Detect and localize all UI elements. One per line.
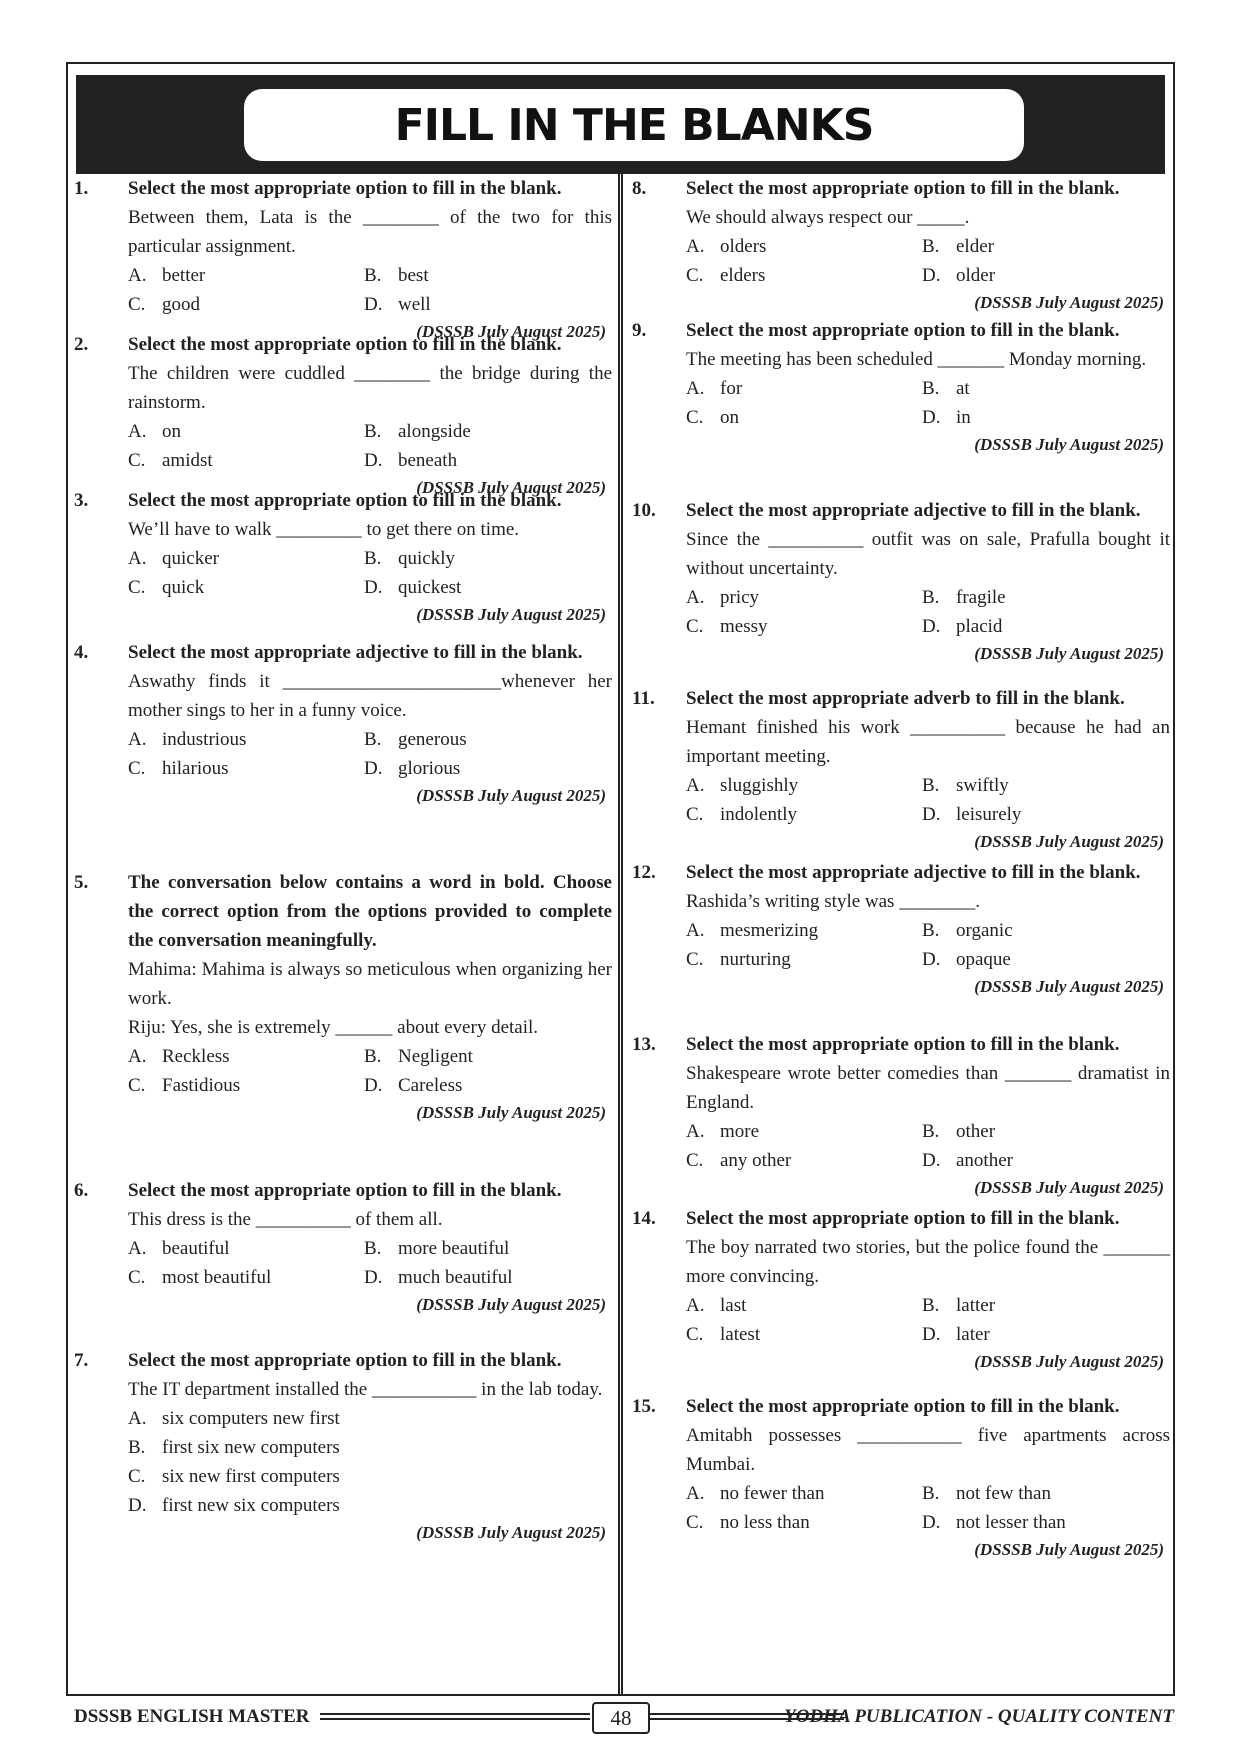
- page-title: FILL IN THE BLANKS: [394, 99, 874, 151]
- question-source: (DSSSB July August 2025): [974, 1178, 1164, 1197]
- question-number: 10.: [632, 500, 656, 521]
- question-source: (DSSSB July August 2025): [416, 1295, 606, 1314]
- option-b: B. latter: [922, 1295, 996, 1316]
- option-d: D. leisurely: [922, 804, 1022, 825]
- option-c: C. Fastidious: [128, 1075, 241, 1096]
- question-number: 2.: [74, 334, 89, 355]
- option-a: A. beautiful: [128, 1238, 230, 1259]
- option-a: A. more: [686, 1121, 760, 1142]
- question-source: (DSSSB July August 2025): [974, 977, 1164, 996]
- option-b: B. organic: [922, 920, 1013, 941]
- option-c: C. indolently: [686, 804, 798, 825]
- option-b: B. Negligent: [364, 1046, 473, 1067]
- option-d: D. another: [922, 1150, 1013, 1171]
- footer-book-title: DSSSB ENGLISH MASTER: [74, 1706, 310, 1727]
- question-number: 9.: [632, 320, 647, 341]
- question-text: Hemant finished his work __________ because he had an important meeting.: [686, 717, 1170, 767]
- footer-rule-left: [320, 1713, 590, 1720]
- question-stem: Select the most appropriate option to fill in the blank.: [128, 178, 562, 199]
- question-15: [630, 1392, 1170, 1563]
- option-a: A. better: [128, 265, 206, 286]
- question-5: [72, 868, 612, 1126]
- option-d: D. well: [364, 294, 431, 315]
- page-number: 48: [592, 1702, 650, 1734]
- question-text: Mahima: Mahima is always so meticulous when organizing her work.: [128, 959, 612, 1009]
- question-text: Amitabh possesses ___________ five apartments across Mumbai.: [686, 1425, 1170, 1475]
- option-c: C. six new first computers: [128, 1466, 340, 1487]
- question-text: Rashida’s writing style was ________.: [686, 891, 980, 912]
- question-text: We should always respect our _____.: [686, 207, 970, 228]
- question-number: 13.: [632, 1034, 656, 1055]
- option-b: B. more beautiful: [364, 1238, 510, 1259]
- option-b: B. generous: [364, 729, 467, 750]
- option-b: B. quickly: [364, 548, 455, 569]
- question-12: [630, 858, 1170, 1000]
- question-text-2: Riju: Yes, she is extremely ______ about every detail.: [128, 1017, 539, 1038]
- option-b: B. elder: [922, 236, 994, 257]
- question-source: (DSSSB July August 2025): [974, 832, 1164, 851]
- question-number: 5.: [74, 872, 89, 893]
- question-stem: Select the most appropriate option to fill in the blank.: [686, 1034, 1120, 1055]
- option-d: D. Careless: [364, 1075, 463, 1096]
- question-number: 12.: [632, 862, 656, 883]
- title-box: [244, 89, 1024, 161]
- page-footer: [74, 1698, 1174, 1736]
- question-7: [72, 1346, 612, 1546]
- question-source: (DSSSB July August 2025): [974, 1540, 1164, 1559]
- question-source: (DSSSB July August 2025): [974, 293, 1164, 312]
- option-a: A. pricy: [686, 587, 760, 608]
- question-stem: Select the most appropriate option to fill in the blank.: [686, 320, 1120, 341]
- question-text: This dress is the __________ of them all.: [128, 1209, 443, 1230]
- question-text: Between them, Lata is the ________ of the two for this particular assignment.: [128, 207, 612, 257]
- option-a: A. industrious: [128, 729, 247, 750]
- option-b: B. fragile: [922, 587, 1006, 608]
- question-number: 1.: [74, 178, 89, 199]
- footer-publisher: YODHA PUBLICATION - QUALITY CONTENT: [784, 1706, 1174, 1727]
- question-number: 14.: [632, 1208, 656, 1229]
- option-d: D. placid: [922, 616, 1003, 637]
- question-3: [72, 486, 612, 628]
- option-b: B. alongside: [364, 421, 471, 442]
- question-number: 8.: [632, 178, 647, 199]
- question-stem: Select the most appropriate option to fill in the blank.: [128, 334, 562, 355]
- question-number: 6.: [74, 1180, 89, 1201]
- question-number: 11.: [632, 688, 655, 709]
- option-d: D. in: [922, 407, 971, 428]
- question-stem: Select the most appropriate option to fill in the blank.: [128, 1180, 562, 1201]
- question-stem: Select the most appropriate adjective to fill in the blank.: [686, 500, 1141, 521]
- question-source: (DSSSB July August 2025): [416, 786, 606, 805]
- question-stem: Select the most appropriate option to fill in the blank.: [686, 1208, 1120, 1229]
- question-number: 15.: [632, 1396, 656, 1417]
- option-c: C. elders: [686, 265, 766, 286]
- option-c: C. latest: [686, 1324, 761, 1345]
- option-b: B. not few than: [922, 1483, 1051, 1504]
- option-b: B. swiftly: [922, 775, 1009, 796]
- option-a: A. sluggishly: [686, 775, 799, 796]
- question-1: [72, 174, 612, 345]
- option-c: C. good: [128, 294, 200, 315]
- option-d: D. glorious: [364, 758, 461, 779]
- option-d: D. beneath: [364, 450, 458, 471]
- question-number: 4.: [74, 642, 89, 663]
- question-text: The IT department installed the ___________ in the lab today.: [128, 1379, 603, 1400]
- question-source: (DSSSB July August 2025): [974, 644, 1164, 663]
- option-a: A. mesmerizing: [686, 920, 819, 941]
- option-a: A. quicker: [128, 548, 219, 569]
- option-c: C. messy: [686, 616, 768, 637]
- option-a: A. for: [686, 378, 743, 399]
- question-text: The meeting has been scheduled _______ Monday morning.: [686, 349, 1147, 370]
- question-stem: Select the most appropriate option to fill in the blank.: [128, 490, 562, 511]
- question-text: Since the __________ outfit was on sale, Prafulla bought it without uncertainty.: [686, 529, 1170, 579]
- column-divider: [618, 174, 623, 1695]
- question-number: 7.: [74, 1350, 89, 1371]
- question-source: (DSSSB July August 2025): [416, 478, 606, 497]
- question-stem: Select the most appropriate adjective to fill in the blank.: [128, 642, 583, 663]
- option-a: A. six computers new first: [128, 1408, 340, 1429]
- option-a: A. olders: [686, 236, 767, 257]
- question-2: [72, 330, 612, 501]
- question-stem: The conversation below contains a word in bold. Choose the correct option from the options provided to complete the conversation meaningfully.: [128, 872, 612, 951]
- question-source: (DSSSB July August 2025): [416, 1103, 606, 1122]
- option-a: A. no fewer than: [686, 1483, 825, 1504]
- option-c: C. hilarious: [128, 758, 229, 779]
- question-source: (DSSSB July August 2025): [416, 322, 606, 341]
- question-stem: Select the most appropriate adjective to fill in the blank.: [686, 862, 1141, 883]
- question-source: (DSSSB July August 2025): [416, 605, 606, 624]
- option-b: B. other: [922, 1121, 996, 1142]
- option-d: D. quickest: [364, 577, 462, 598]
- question-text: We’ll have to walk _________ to get there on time.: [128, 519, 520, 540]
- option-d: D. later: [922, 1324, 990, 1345]
- question-8: [630, 174, 1170, 316]
- option-d: D. much beautiful: [364, 1267, 513, 1288]
- option-a: A. on: [128, 421, 181, 442]
- question-stem: Select the most appropriate option to fill in the blank.: [128, 1350, 562, 1371]
- question-text: The children were cuddled ________ the bridge during the rainstorm.: [128, 363, 612, 413]
- question-source: (DSSSB July August 2025): [974, 435, 1164, 454]
- option-a: A. last: [686, 1295, 747, 1316]
- option-b: B. at: [922, 378, 970, 399]
- option-c: C. on: [686, 407, 739, 428]
- question-source: (DSSSB July August 2025): [416, 1523, 606, 1542]
- question-4: [72, 638, 612, 809]
- question-source: (DSSSB July August 2025): [974, 1352, 1164, 1371]
- question-11: [630, 684, 1170, 855]
- question-number: 3.: [74, 490, 89, 511]
- question-10: [630, 496, 1170, 667]
- question-9: [630, 316, 1170, 458]
- question-text: Aswathy finds it _______________________whenever her mother sings to her in a funny voice.: [128, 671, 612, 721]
- question-14: [630, 1204, 1170, 1375]
- option-b: B. first six new computers: [128, 1437, 340, 1458]
- question-stem: Select the most appropriate option to fill in the blank.: [686, 1396, 1120, 1417]
- question-6: [72, 1176, 612, 1318]
- option-a: A. Reckless: [128, 1046, 230, 1067]
- option-c: C. most beautiful: [128, 1267, 272, 1288]
- option-d: D. older: [922, 265, 996, 286]
- option-c: C. no less than: [686, 1512, 810, 1533]
- option-d: D. first new six computers: [128, 1495, 340, 1516]
- option-c: C. nurturing: [686, 949, 791, 970]
- option-c: C. quick: [128, 577, 205, 598]
- option-c: C. amidst: [128, 450, 213, 471]
- option-b: B. best: [364, 265, 429, 286]
- option-d: D. not lesser than: [922, 1512, 1066, 1533]
- question-text: The boy narrated two stories, but the police found the _______ more convincing.: [686, 1237, 1170, 1287]
- option-c: C. any other: [686, 1150, 792, 1171]
- question-13: [630, 1030, 1170, 1201]
- question-stem: Select the most appropriate adverb to fill in the blank.: [686, 688, 1125, 709]
- question-text: Shakespeare wrote better comedies than _______ dramatist in England.: [686, 1063, 1170, 1113]
- option-d: D. opaque: [922, 949, 1011, 970]
- question-stem: Select the most appropriate option to fill in the blank.: [686, 178, 1120, 199]
